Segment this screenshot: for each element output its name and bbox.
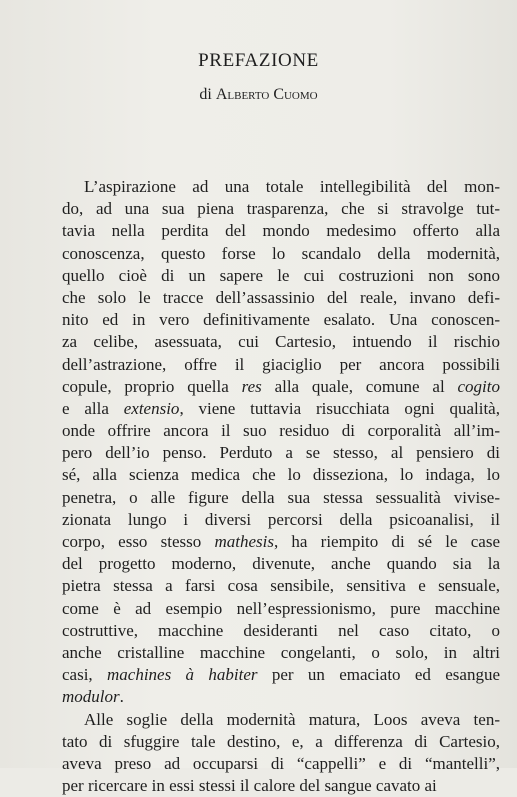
text-line: penetra, o alle figure della sua stessa sessualità vivise- [62,487,500,509]
page-title: PREFAZIONE [0,50,517,72]
text-line: nito ed in vero definitivamente esalato. Una conoscen- [62,309,500,331]
text-line: dell’astrazione, offre il giaciglio per ancora possibili [62,354,500,376]
text-line: za celibe, asessuata, cui Cartesio, intuendo il rischio [62,331,500,353]
text-line: quello cioè di un sapere le cui costruzioni non sono [62,265,500,287]
text-line: e alla extensio, viene tuttavia risucchiata ogni qualità, [62,398,500,420]
text-line: anche cristalline macchine congelanti, o solo, in altri [62,642,500,664]
text-line: do, ad una sua piena trasparenza, che si stravolge tut- [62,198,500,220]
text-line: pietra stessa a farsi cosa sensibile, sensitiva e sensuale, [62,575,500,597]
text-line: corpo, esso stesso mathesis, ha riempito di sé le case [62,531,500,553]
text-line: copule, proprio quella res alla quale, comune al cogito [62,376,500,398]
text-line: casi, machines à habiter per un emaciato ed esangue [62,664,500,686]
text-line: costruttive, macchine desideranti nel caso citato, o [62,620,500,642]
text-line: modulor. [62,686,500,708]
byline-prefix: di [199,86,215,103]
text-line: tato di sfuggire tale destino, e, a differenza di Cartesio, [62,731,500,753]
text-line: onde offrire ancora il suo residuo di corporalità all’im- [62,420,500,442]
text-line: sé, alla scienza medica che lo disseziona, lo indaga, lo [62,464,500,486]
text-line: per ricercare in essi stessi il calore del sangue cavato ai [62,775,500,797]
text-line: pero dell’io penso. Perduto a se stesso, al pensiero di [62,442,500,464]
text-line: conoscenza, questo forse lo scandalo della modernità, [62,243,500,265]
paragraph [62,176,500,709]
text-line: del progetto moderno, divenute, anche quando sia la [62,553,500,575]
text-line: zionata lungo i diversi percorsi della psicoanalisi, il [62,509,500,531]
paragraph [62,709,500,797]
text-line: che solo le tracce dell’assassinio del reale, invano defi- [62,287,500,309]
text-line: come è ad esempio nell’espressionismo, pure macchine [62,598,500,620]
text-line: tavia nella perdita del mondo medesimo offerto alla [62,220,500,242]
author-name: Alberto Cuomo [216,86,318,103]
text-line: Alle soglie della modernità matura, Loos aveva ten- [62,709,500,731]
text-line: aveva preso ad occuparsi di “cappelli” e di “mantelli”, [62,753,500,775]
author-byline [0,86,517,104]
body-text [62,176,500,797]
text-line: L’aspirazione ad una totale intellegibilità del mon- [62,176,500,198]
